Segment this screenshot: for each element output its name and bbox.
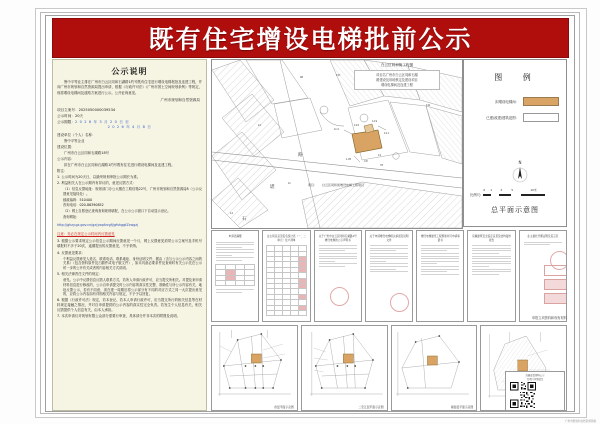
stamp-box xyxy=(544,293,567,304)
svg-text:98: 98 xyxy=(300,76,303,79)
value-content: 拟在广州市白云区同和石湖路1约号既有住宅进行增设电梯间及连建工程。 xyxy=(64,162,175,167)
document-sheet-title: 关于申请增设电梯相关承诺及说明文件 xyxy=(369,235,409,242)
mini-table xyxy=(215,264,255,287)
map-note-line: 增设电梯间及连建工程 xyxy=(381,82,413,87)
document-sheet[interactable] xyxy=(467,230,515,322)
legend-swatch-empty xyxy=(523,113,559,122)
floor-plan-drawing xyxy=(392,326,477,410)
plan-caption: 总平面示意图 xyxy=(491,206,539,214)
svg-text:堪: 堪 xyxy=(270,184,275,189)
label-remarks: 附注： xyxy=(57,169,68,174)
legend-heading: 图 例 xyxy=(494,73,540,82)
document-sheet-title: 增设电梯建设工程规划许可申请承诺书 xyxy=(420,235,460,242)
document-sheet-title: 关于广州市白云区同和石湖路1号增设电梯的公示声明书 xyxy=(318,235,357,242)
remark-item: 4. 反馈意见要求： xyxy=(57,250,86,255)
remark-item: 7. 本次申请仅对规划有限公众部分需要行审查，具体部分并非本次的附图及说明。 xyxy=(57,314,180,319)
svg-text:11.3: 11.3 xyxy=(334,128,339,131)
notice-panel xyxy=(52,59,207,411)
floor-plan-sheet[interactable] xyxy=(211,325,298,411)
floor-plan-drawing xyxy=(212,326,297,410)
remark-item: 咨询电话：020-86390852 xyxy=(63,203,104,208)
document-strip xyxy=(211,230,567,322)
legend-panel xyxy=(463,59,567,227)
qr-panel[interactable] xyxy=(505,371,565,411)
floor-plan-caption: 二至五层平面示意图 xyxy=(358,405,384,409)
map-note-box xyxy=(354,70,440,90)
svg-text:1.05: 1.05 xyxy=(346,158,352,161)
floor-plan-sheet[interactable] xyxy=(301,325,388,411)
remark-item: （1）信息反馈地址：规划部门办公大楼在工路信箱22号，广州市规划和自然资源局8（公示反馈意见接待处）。 xyxy=(63,187,202,196)
stamp-box xyxy=(544,279,567,290)
scale-bar xyxy=(470,188,580,197)
svg-text:78: 78 xyxy=(380,164,383,167)
notice-body: 鲁中平等业主排在广州市白云区同和石湖路1约号既有住宅进行增设电梯报批及连建工程，并向广州市规划和自然资源局提出申请，根据《行政许可法》《广州市国土空间规划条例》等规定，现将增设电梯间及道路方案进行公示。公开征询意见。 xyxy=(57,80,202,95)
legend-label: 已建/改建/建筑范围： xyxy=(486,116,519,120)
svg-text:石: 石 xyxy=(242,216,247,221)
floor-plan-sheet[interactable] xyxy=(391,325,478,411)
feedback-url[interactable]: http://ghzy.gz.gov.cn/gz/ywpfzcgfj/gfshggtZcwgzj xyxy=(57,222,138,227)
warning-note: 注意：务必在规定公示时间内反馈意见 xyxy=(57,231,115,236)
notice-heading: 公示说明 xyxy=(111,67,148,76)
remark-item: 3. 根据公示要求规定公示信息公示期间反馈意见一个月，网上反馈意见须带公示立案号及手机号填报时不多于20次，逾期提出的反馈意见，不予采纳。 xyxy=(57,239,202,249)
value-location: 广州市白云区同和石湖路18号 xyxy=(64,150,110,155)
legend-entry-existing xyxy=(477,113,559,122)
floor-plan-caption: 首层平面示意图 xyxy=(274,405,294,409)
qr-code-icon[interactable] xyxy=(508,382,538,408)
field-period-line2: 2 0 2 6 年 4 月 8 日 xyxy=(107,125,152,130)
remark-item: 查询网址： xyxy=(63,214,80,219)
official-seal xyxy=(330,287,349,306)
document-sheet[interactable] xyxy=(211,230,259,322)
legend-entry-new-elevator xyxy=(477,97,559,106)
field-case-number: 项目立案号：2025050000039534 xyxy=(57,107,116,112)
svg-text:项目:: 项目: xyxy=(308,183,315,187)
label-content: 公示内容： xyxy=(57,157,75,162)
scale-bar-graphic: 0 1 3 5 10米 xyxy=(483,188,545,197)
document-sheet[interactable] xyxy=(519,230,567,322)
floor-plan-drawing xyxy=(302,326,387,410)
remark-item: 意见。公示中反馈信息反馈人联系方式，若所人申请行政许可，应当提交所相关。对提及来申请材料信息进行修改的，公示自申请提交时公示内容的真实性完整、准确性与所公示内容有关，地址反馈公示，若有不同意，须在建一周期后将公示部分有不同的对应方式之同一大次提出意见的，应将公示内容如有详细相关内容与规定，不予予以回复。 xyxy=(63,278,202,297)
qr-caption: 及项目详细信息 xyxy=(526,378,544,382)
svg-text:12: 12 xyxy=(258,124,261,127)
remark-item: 个利益反馈意见人姓名、联系电话、联系地址、身份证明文件、据由（含与公示公示内容之间的关系）（包含资料原件及扫描件或电子版文件），如未具备必要条件及查询时有关公示先在公示时一步的公开有关或者的内容相关方式说明。 xyxy=(63,256,202,271)
legend-swatch-filled xyxy=(523,97,559,106)
svg-text:11: 11 xyxy=(288,182,291,185)
field-duration: 公示时间：20天 xyxy=(57,113,84,118)
map-note-line: 项目名广州市白云区同和石湖 xyxy=(376,73,418,77)
compass xyxy=(505,160,535,189)
field-period: 公示期限：2 0 2 6 年 3 月 2 0 日 至 xyxy=(57,120,130,125)
document-sheet[interactable] xyxy=(416,230,464,322)
compass-needle-icon xyxy=(508,165,532,185)
document-sheet-title: 房屋建筑安全鉴定意见及结构复核报告 xyxy=(472,235,511,242)
page-title-banner xyxy=(52,18,569,58)
remark-item: 6. 根据《行政许可法》规定，若本登记、若本人申请行政许可，应当提交所行的相关信息等在材料规定接触之情况，并对自申请提供的公示内容的真实性完全负责。若发生个人信息有关，相关反馈提供个人信息有关，由本人承担。 xyxy=(57,298,202,313)
documents-caption: 申报立项资料和现有材料 xyxy=(531,316,567,320)
legend-label: 拟增设电梯间： xyxy=(495,100,519,104)
svg-text:13.6: 13.6 xyxy=(354,124,360,127)
label-location: 建设位置： xyxy=(57,145,75,150)
svg-text:路: 路 xyxy=(298,152,303,157)
map-title: 白云区同和街工程图 xyxy=(380,63,414,67)
mini-table xyxy=(266,245,306,316)
svg-text:13: 13 xyxy=(378,154,381,157)
notice-issuer: 广州市规划和自然资源局 xyxy=(160,97,200,102)
remark-item: （2）网上自愿登记查询查询规则填报，在公示公示窗口下自动显示登记。 xyxy=(63,209,171,214)
remark-item: 2. 利益相关人在公示期内有异议的，意见反馈方式： xyxy=(57,180,136,185)
document-sheet-title: 业主同意意见签名统计表（一、二单元）住户清单 xyxy=(266,235,306,242)
label-unit: 建设单位（个人）名称： xyxy=(57,133,96,138)
svg-text:131: 131 xyxy=(426,104,431,107)
document-sheet[interactable] xyxy=(262,230,310,322)
stamp-box xyxy=(544,265,567,276)
document-sheet[interactable] xyxy=(314,230,362,322)
qr-caption: 扫描查看现场公示 xyxy=(525,374,545,377)
value-unit: 鲁中平等企业 xyxy=(64,138,85,143)
compass-north-label: N xyxy=(518,160,522,165)
svg-text:14.9: 14.9 xyxy=(372,120,378,123)
svg-text:白云区同和街增设电梯工程项目: 白云区同和街增设电梯工程项目 xyxy=(322,183,365,187)
floor-plan-caption: 屋面层平面示意图 xyxy=(450,405,474,409)
map-note-line: 路建设及用地核定及建设项目 xyxy=(376,77,418,82)
map-title-block xyxy=(337,63,457,90)
page-title: 既有住宅增设电梯批前公示 xyxy=(148,25,473,54)
remark-item: 邮政编码：510400 xyxy=(63,197,93,202)
corner-note: 广州市规划和自然资源局制 xyxy=(564,420,596,423)
remark-item: 5. 相关法律责任文件的规定： xyxy=(57,271,102,276)
scale-label: 比例尺: xyxy=(470,193,482,197)
remark-item: 1. 公示时间为20天日，以最终规划审批公示期长为准。 xyxy=(57,174,141,179)
svg-text:137: 137 xyxy=(336,74,341,77)
svg-text:3.8: 3.8 xyxy=(364,160,368,163)
document-sheet-title: 业主委托代理证明及签章页 xyxy=(527,235,559,238)
document-sheet[interactable] xyxy=(365,230,413,322)
svg-text:14: 14 xyxy=(230,212,233,215)
document-sheet-title: 申请表摘要 xyxy=(228,235,242,238)
svg-text:13.1: 13.1 xyxy=(384,132,390,135)
official-seal xyxy=(390,293,409,312)
